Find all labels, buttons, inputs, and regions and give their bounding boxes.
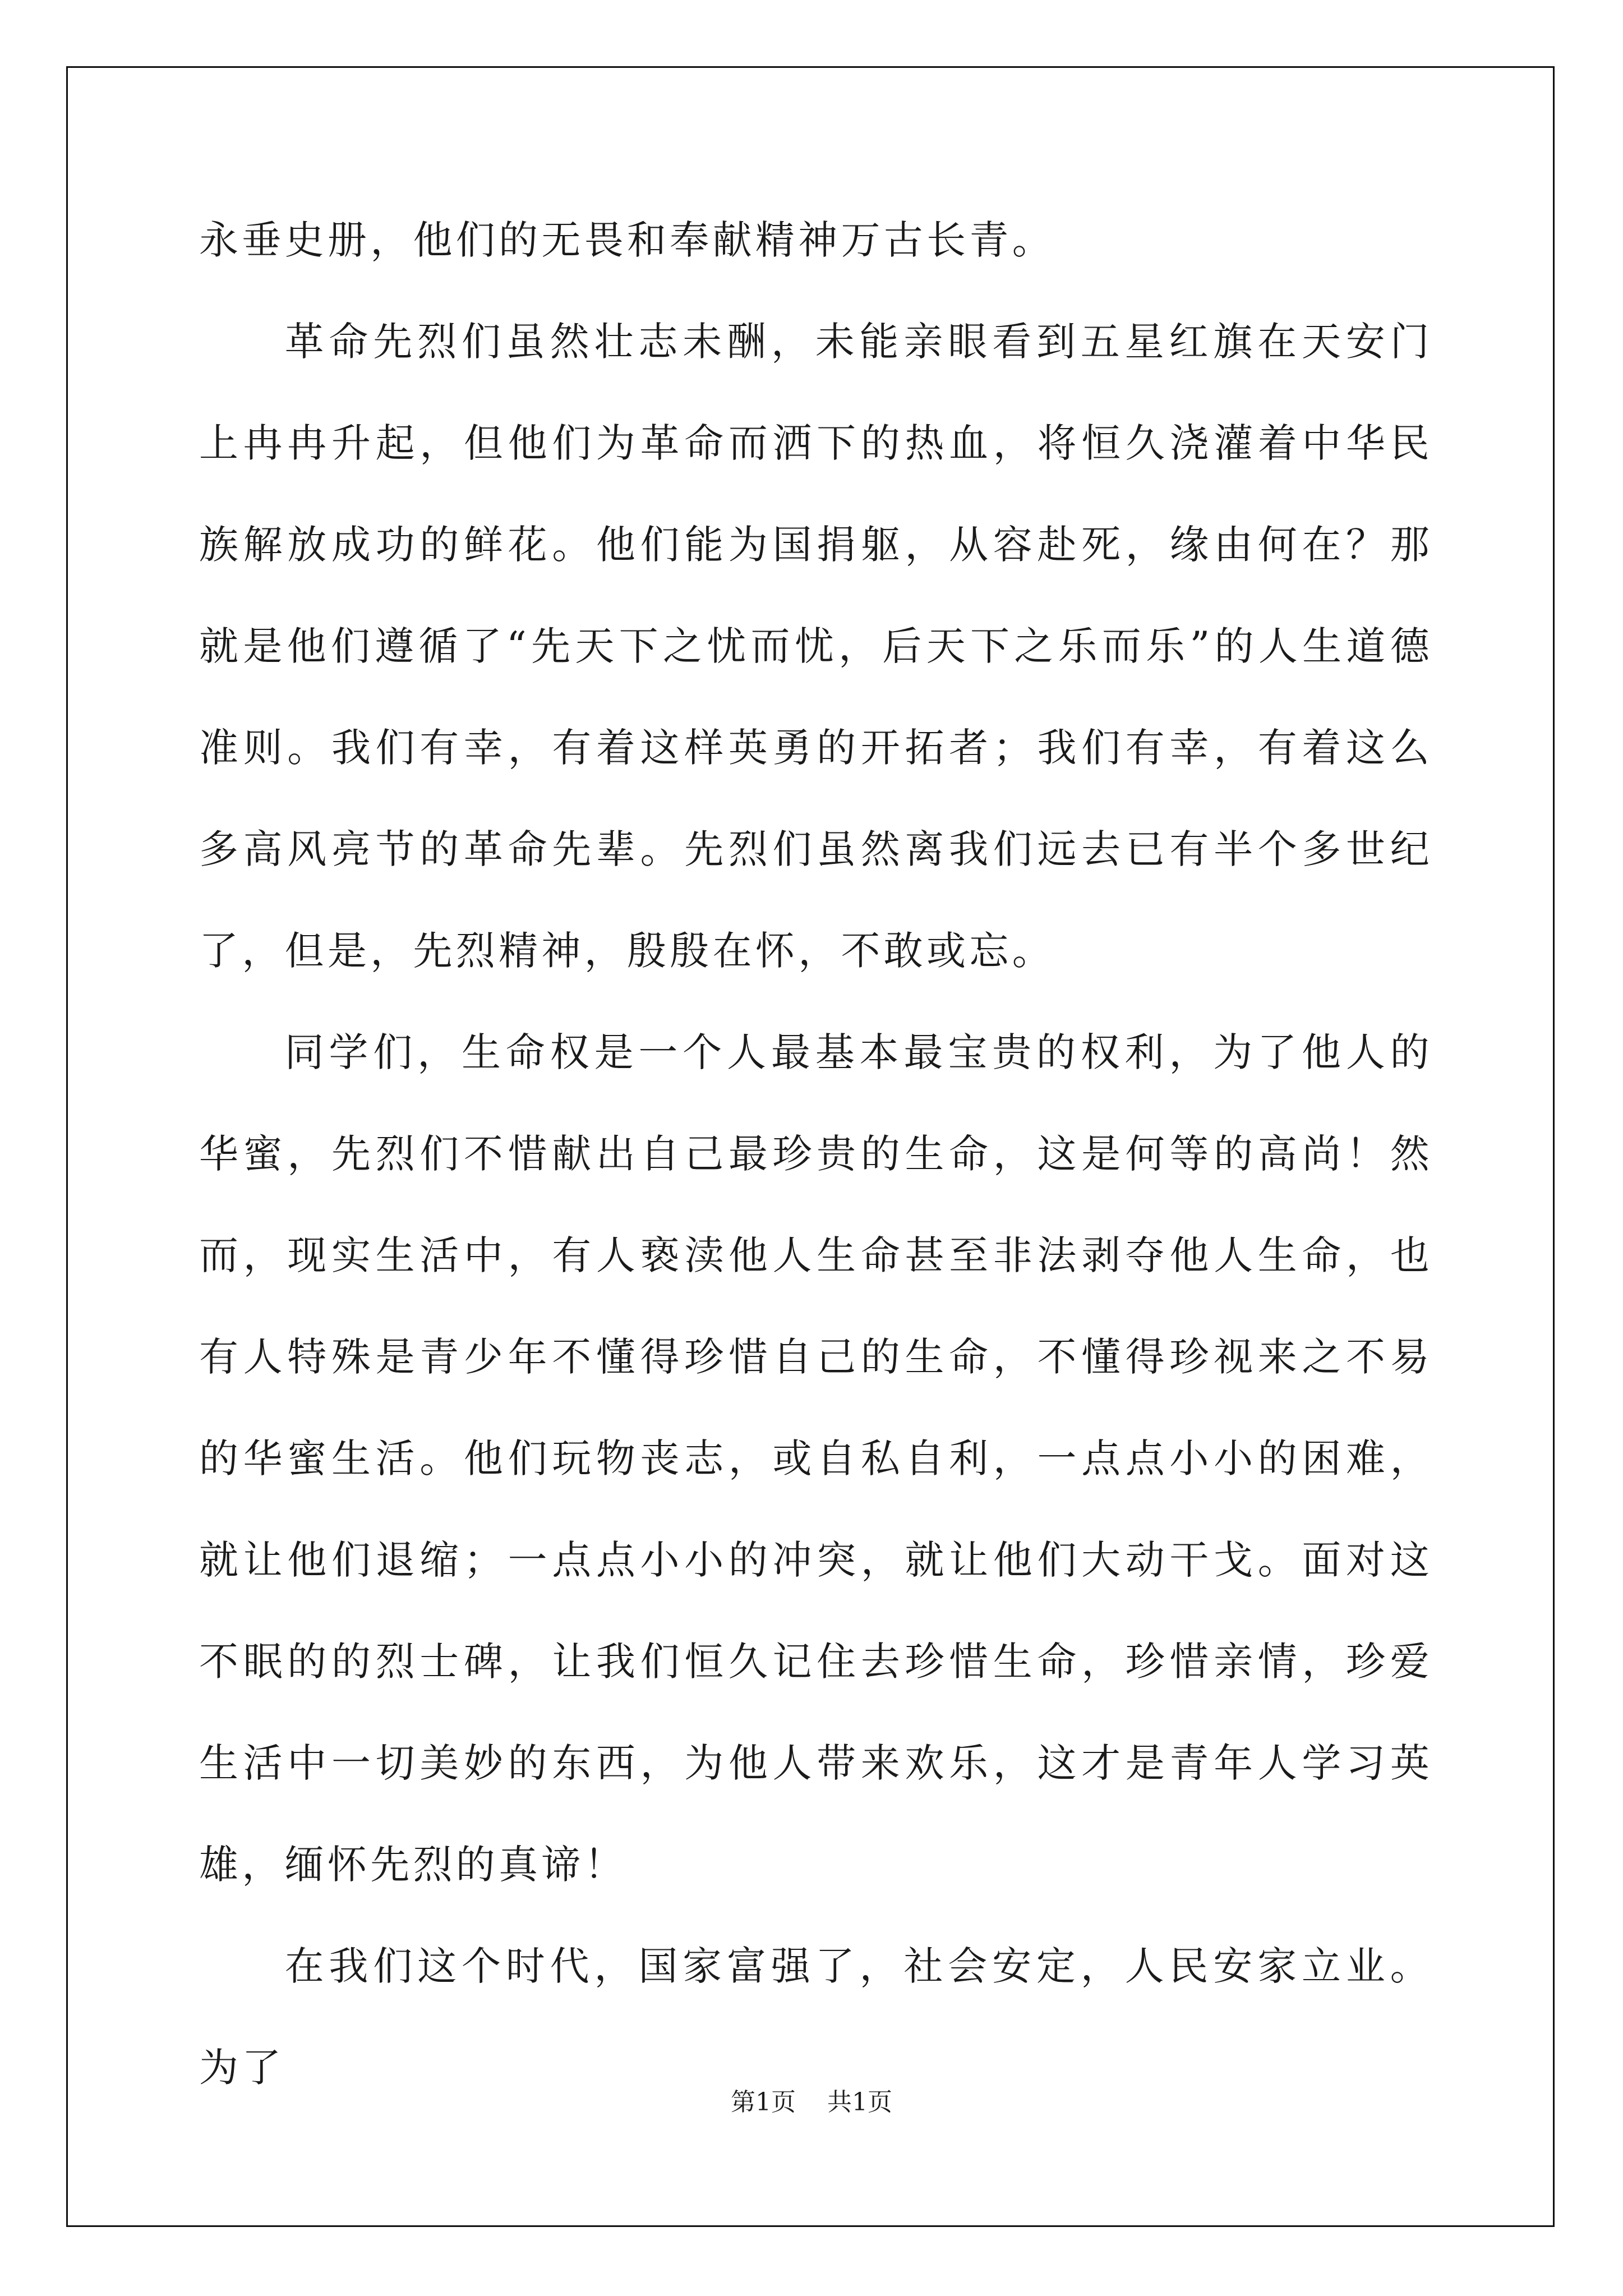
page-footer (0, 2086, 1623, 2119)
paragraph-3: 同学们，生命权是一个人最基本最宝贵的权利，为了他人的华蜜，先烈们不惜献出自己最珍贵的生命，这是何等的高尚！然而，现实生活中，有人亵渎他人生命甚至非法剥夺他人生命，也有人特殊是青少年不懂得珍惜自己的生命，不懂得珍视来之不易的华蜜生活。他们玩物丧志，或自私自利，一点点小小的困难，就让他们退缩；一点点小小的冲突，就让他们大动干戈。面对这不眠的的烈士碑，让我们恒久记住去珍惜生命，珍惜亲情，珍爱生活中一切美妙的东西，为他人带来欢乐，这才是青年人学习英雄，缅怀先烈的真谛！ (199, 1029, 1433, 1888)
paragraph-2: 革命先烈们虽然壮志未酬，未能亲眼看到五星红旗在天安门上冉冉升起，但他们为革命而洒下的热血，将恒久浇灌着中华民族解放成功的鲜花。他们能为国捐躯，从容赴死，缘由何在？那就是他们遵循了“先天下之忧而忧，后天下之乐而乐”的人生道德准则。我们有幸，有着这样英勇的开拓者；我们有幸，有着这么多高风亮节的革命先辈。先烈们虽然离我们远去已有半个多世纪了，但是，先烈精神，殷殷在怀，不敢或忘。 (199, 319, 1433, 974)
page-total: 共1页 (827, 2088, 892, 2116)
document-body (199, 190, 1433, 2119)
page-number: 第1页 (731, 2088, 796, 2116)
paragraph-4: 在我们这个时代，国家富强了，社会安定，人民安家立业。为了 (199, 1943, 1433, 2091)
paragraph-1: 永垂史册，他们的无畏和奉献精神万古长青。 (199, 217, 1055, 263)
